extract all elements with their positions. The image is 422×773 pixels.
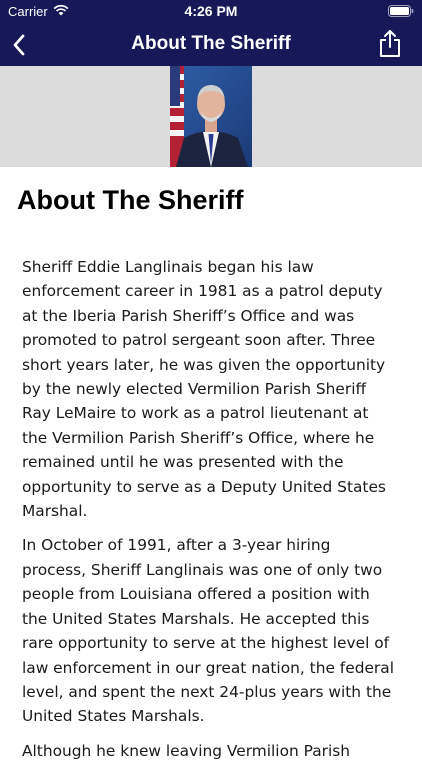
hero-banner: [0, 66, 422, 167]
status-time: 4:26 PM: [184, 3, 238, 19]
article-body: [22, 255, 394, 773]
back-button[interactable]: [6, 28, 38, 60]
navigation-bar: [0, 22, 422, 66]
paragraph: Sheriff Eddie Langlinais began his law enforcement career in 1981 as a patrol deputy at the Iberia Parish Sheriff’s Office and was promoted to patrol sergeant soon after. Three short years later, he was given the opportunity by the newly elected Vermilion Parish Sheriff Ray LeMaire to work as a patrol lieutenant at the Vermilion Parish Sheriff’s Office, where he remained until he was presented with the opportunity to serve as a Deputy United States Marshal.: [22, 258, 386, 521]
content-area[interactable]: [0, 167, 422, 760]
chevron-left-icon: [12, 34, 26, 56]
paragraph: In October of 1991, after a 3-year hiring process, Sheriff Langlinais was one of only two people from Louisiana offered a position with the United States Marshals. He accepted this rare opportunity to serve at the highest level of law enforcement in our great nation, the federal level, and spent the next 24-plus years with the United States Marshals.: [22, 536, 394, 726]
page-title: About The Sheriff: [17, 185, 244, 215]
sheriff-portrait: [170, 66, 252, 167]
carrier-label: Carrier: [8, 4, 48, 19]
battery-icon: [388, 5, 414, 17]
header: [0, 0, 422, 66]
share-button[interactable]: [376, 28, 404, 60]
share-icon: [376, 28, 404, 60]
nav-title: About The Sheriff: [131, 33, 291, 54]
paragraph: Although he knew leaving Vermilion Parish: [22, 741, 351, 760]
status-bar: [0, 0, 422, 22]
